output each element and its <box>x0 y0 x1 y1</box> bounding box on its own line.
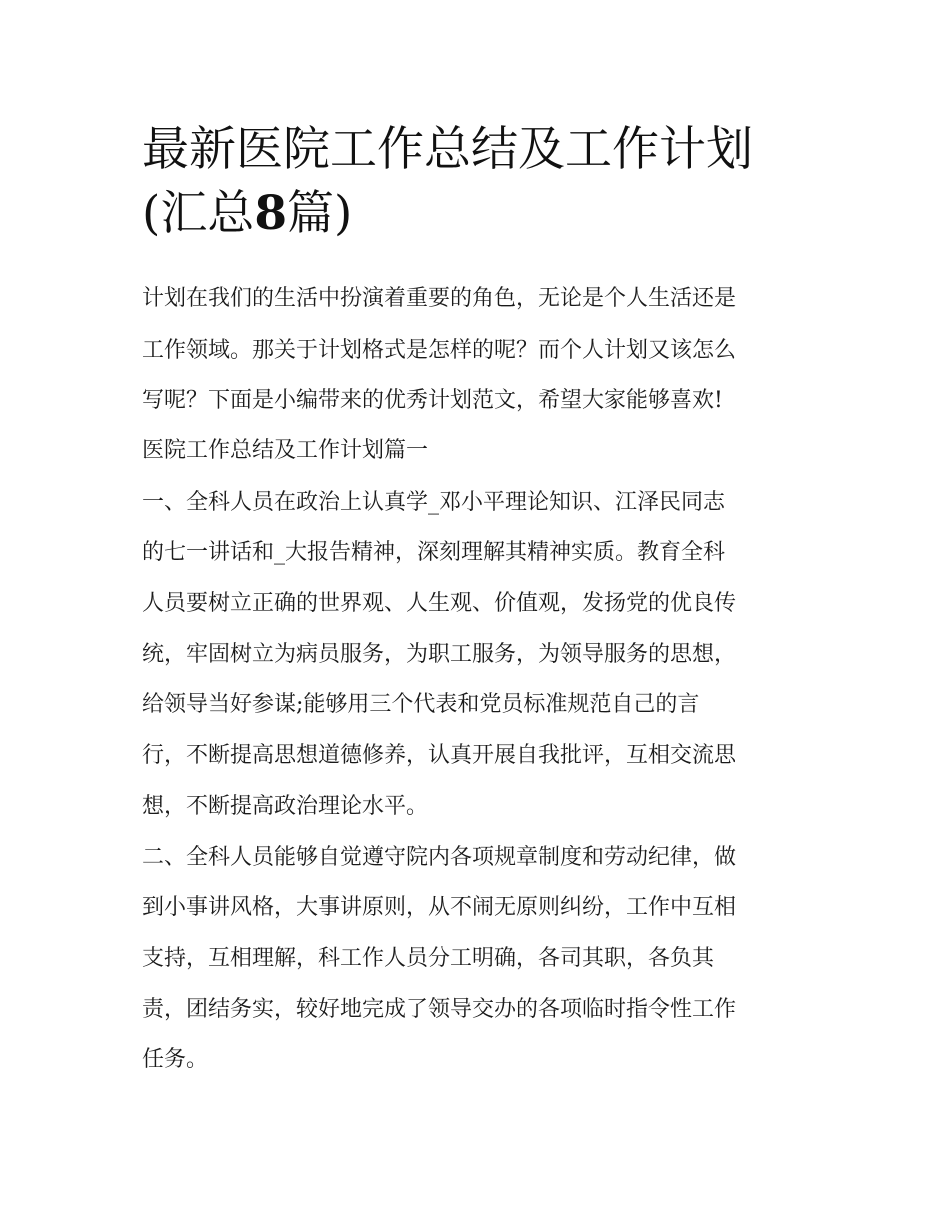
title-line-1: 最新医院工作总结及工作计划 <box>142 122 753 177</box>
body-line: 统，牢固树立为病员服务，为职工服务，为领导服务的思想， <box>142 642 737 667</box>
body-line: 行，不断提高思想道德修养，认真开展自我批评，互相交流思 <box>142 743 737 768</box>
body-line: 二、全科人员能够自觉遵守院内各项规章制度和劳动纪律，做 <box>142 845 737 870</box>
body-line: 写呢？下面是小编带来的优秀计划范文，希望大家能够喜欢! <box>142 388 723 413</box>
body-line: 工作领域。那关于计划格式是怎样的呢？而个人计划又该怎么 <box>142 338 737 363</box>
body-line: 计划在我们的生活中扮演着重要的角色，无论是个人生活还是 <box>142 286 737 311</box>
document-title <box>142 118 822 246</box>
body-line: 人员要树立正确的世界观、人生观、价值观，发扬党的优良传 <box>142 591 737 616</box>
body-line: 责，团结务实，较好地完成了领导交办的各项临时指令性工作 <box>142 997 737 1022</box>
body-line: 支持，互相理解，科工作人员分工明确，各司其职，各负其 <box>142 946 715 971</box>
body-line: 一、全科人员在政治上认真学_邓小平理论知识、江泽民同志 <box>142 490 726 515</box>
title-number: 8 <box>254 186 288 241</box>
body-line: 任务。 <box>142 1047 209 1072</box>
body-line: 给领导当好参谋;能够用三个代表和党员标准规范自己的言 <box>142 692 700 717</box>
body-line: 想，不断提高政治理论水平。 <box>142 794 429 819</box>
section-heading: 医院工作总结及工作计划篇一 <box>142 438 429 463</box>
title-line-2-end: 篇) <box>287 186 353 241</box>
body-line: 的七一讲话和_大报告精神，深刻理解其精神实质。教育全科 <box>142 540 726 565</box>
body-line: 到小事讲风格，大事讲原则，从不闹无原则纠纷，工作中互相 <box>142 895 737 920</box>
title-line-2-start: (汇总 <box>142 186 255 241</box>
